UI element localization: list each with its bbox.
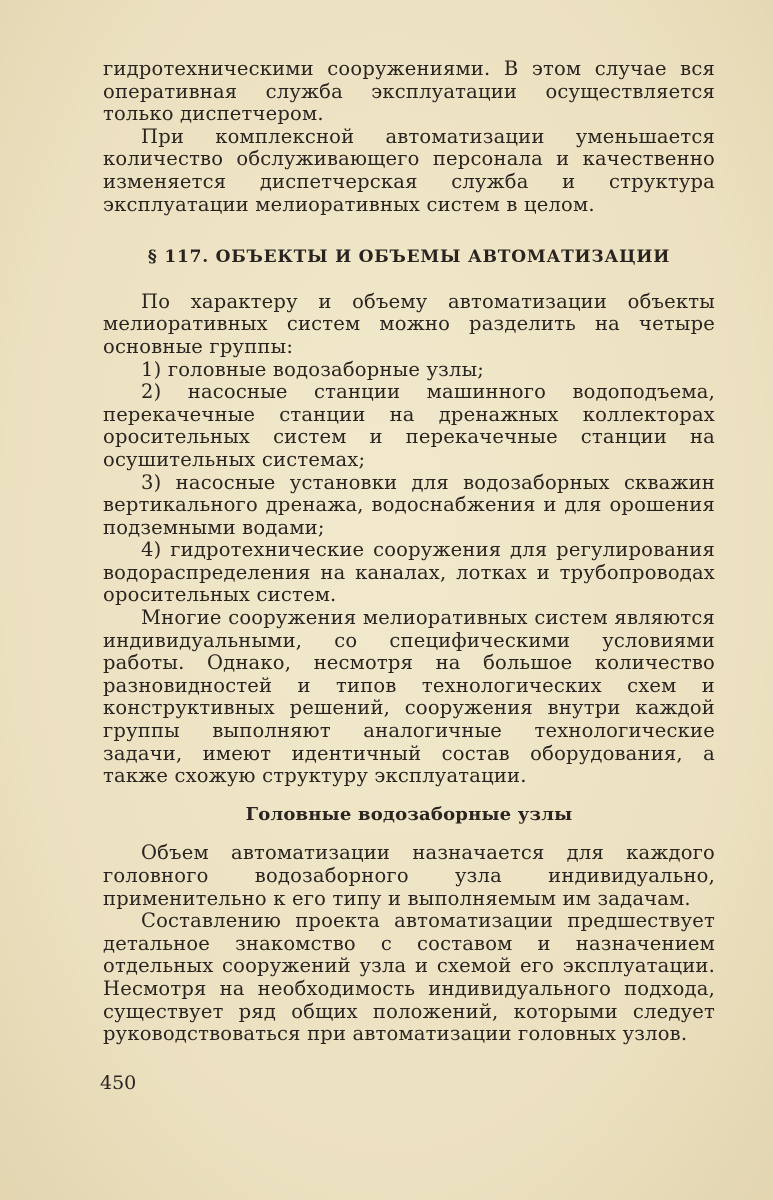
list-item: 2) насосные станции машинного водоподъема, перекачечные станции на дренажных коллекторах оросительных систем и перекачечные станции на осушительных системах; <box>103 380 715 471</box>
section-heading: § 117. ОБЪЕКТЫ И ОБЪЕМЫ АВТОМАТИЗАЦИИ <box>147 247 671 268</box>
list-item: 1) головные водозаборные узлы; <box>141 357 485 381</box>
paragraph-continuation: гидротехническими сооружениями. В этом случае вся оперативная служба эксплуатации осуществляется только диспетчером. <box>103 57 715 126</box>
section-intro: По характеру и объему автоматизации объекты мелиоративных систем можно разделить на четыре основные группы: <box>103 289 715 358</box>
page-text <box>103 58 715 1046</box>
subheading: Головные водозаборные узлы <box>245 803 573 825</box>
paragraph-project: Составлению проекта автоматизации предшествует детальное знакомство с составом и назначением отдельных сооружений узла и схемой его эксплуатации. Несмотря на необходимость индивидуального подхода, существует ряд общих положений, которыми следует руководствоваться при автоматизации головных узлов. <box>103 909 715 1046</box>
list-item: 4) гидротехнические сооружения для регулирования водораспределения на каналах, лотках и трубопроводах оросительных систем. <box>103 538 715 607</box>
paragraph-automation-effect: При комплексной автоматизации уменьшается количество обслуживающего персонала и качественно изменяется диспетчерская служба и структура эксплуатации мелиоративных систем в целом. <box>103 124 715 216</box>
section-body: Многие сооружения мелиоративных систем являются индивидуальными, со специфическими условиями работы. Однако, несмотря на большое количество разновидностей и типов технологических схем и конструктивных решений, сооружения внутри каждой группы выполняют аналогичные технологические задачи, имеют идентичный состав оборудования, а также схожую структуру эксплуатации. <box>103 606 715 788</box>
page-number: 450 <box>100 1072 137 1094</box>
paragraph-volume: Объем автоматизации назначается для каждого головного водозаборного узла индивидуально, применительно к его типу и выполняемым им задачам. <box>103 841 715 910</box>
list-item: 3) насосные установки для водозаборных скважин вертикального дренажа, водоснабжения и для орошения подземными водами; <box>103 470 715 539</box>
